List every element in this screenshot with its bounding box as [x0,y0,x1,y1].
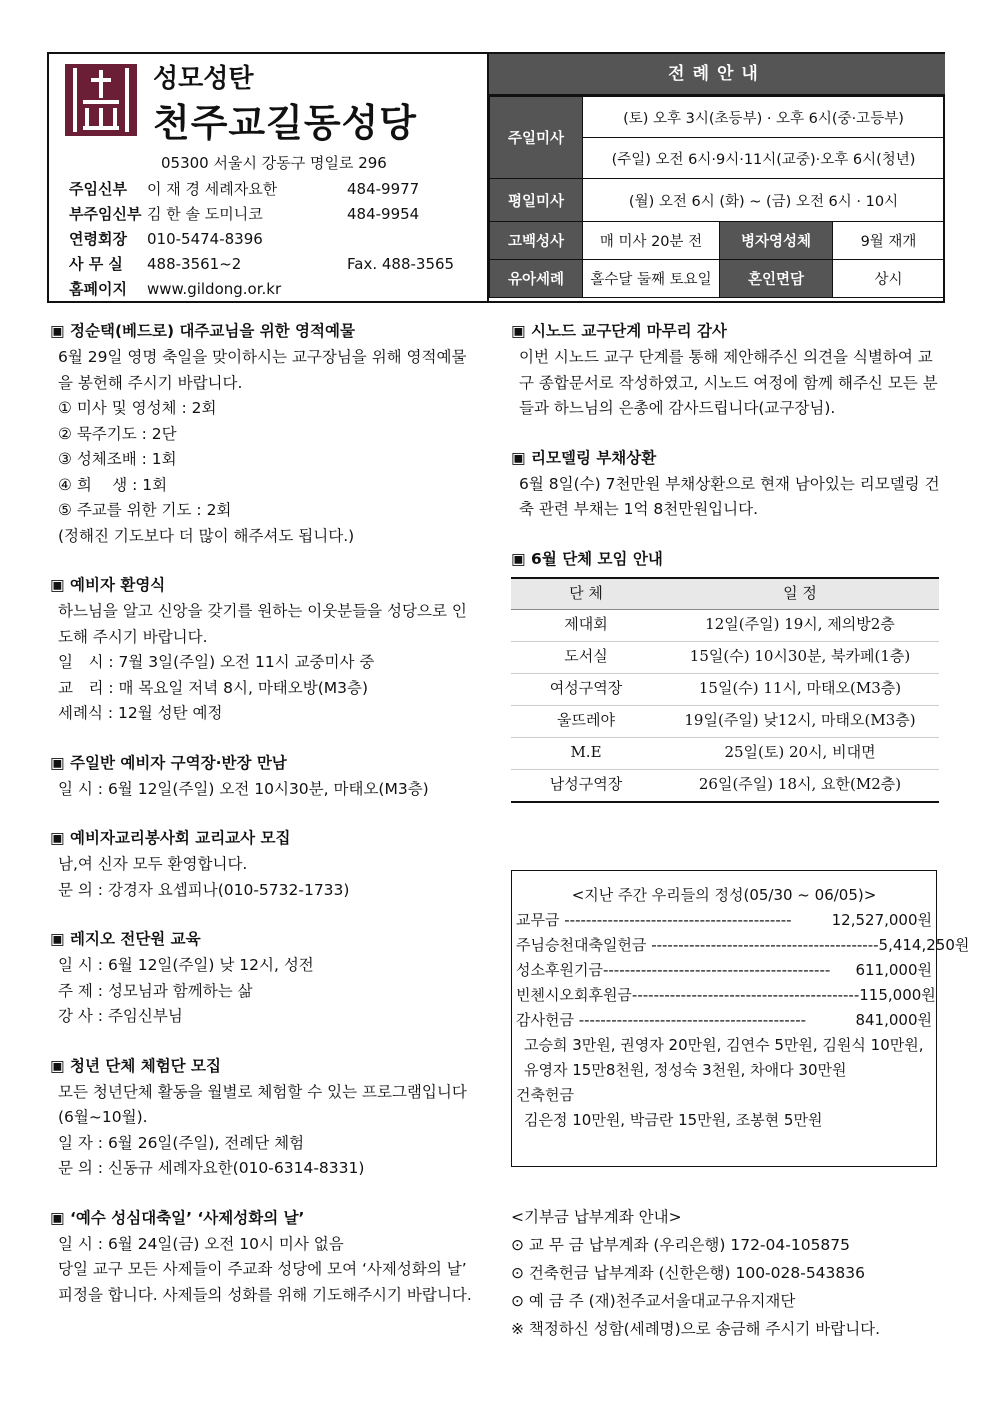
parish-logo [65,64,137,136]
group-name: 도서실 [511,641,661,673]
list-item: 일 시 : 6월 12일(주일) 낮 12시, 성전 [58,956,314,974]
notice-youth-experience [50,1053,480,1182]
notice-title: ▣ ‘예수 성심대축일’ ‘사제성화의 날’ [50,1208,305,1227]
staff-row: 사 무 실 488-3561~2 Fax. 488-3565 [69,255,455,273]
list-item: 주 제 : 성모님과 함께하는 삶 [58,981,253,1000]
left-column [50,318,480,1331]
staff-row: 연령회장 010-5474-8396 [69,230,263,248]
parish-feast-name: 성모성탄 [153,64,254,94]
account-line: ⊙ 예 금 주 (재)천주교서울대교구유지재단 [511,1292,796,1310]
group-meeting-table [511,577,939,803]
notice-body: 6월 8일(수) 7천만원 부채상환으로 현재 남아있는 리모델링 건축 관련 부채는 1억 8천만원입니다. [519,474,940,518]
homepage-row: 홈페이지 www.gildong.or.kr [69,278,347,299]
list-item: 문 의 : 강경자 요셉피나(010-5732-1733) [58,880,350,899]
table-row [511,705,939,737]
building-donor-list: 김은정 10만원, 박금란 15만원, 조봉현 5만원 [524,1111,823,1129]
offering-box [511,870,970,1167]
notice-title: ▣ 정순택(베드로) 대주교님을 위한 영적예물 [50,322,355,340]
group-name: 여성구역장 [511,673,661,705]
list-item: ① 미사 및 영성체 : 2회 [58,399,217,417]
notice-title: ▣ 청년 단체 체험단 모집 [50,1056,221,1075]
homepage-link[interactable]: www.gildong.or.kr [147,280,282,298]
notice-title: ▣ 6월 단체 모임 안내 [511,549,663,568]
staff-row: 부주임신부 김 한 솔 도미니코 484-9954 [69,205,420,223]
marriage-interview: 상시 [833,260,945,298]
notice-title: ▣ 리모델링 부채상환 [511,448,657,467]
notice-group-meetings [511,546,941,803]
table-row [511,769,939,802]
group-schedule: 19일(주일) 낮12시, 마태오(M3층) [661,705,939,737]
list-item: ④ 희 생 : 1회 [58,475,168,494]
infant-baptism-label: 유아세례 [490,260,583,298]
bulletin-header [47,52,945,303]
notice-catechumen-welcome [50,572,480,727]
list-item: 일 시 : 7월 3일(주일) 오전 11시 교중미사 중 [58,653,375,671]
account-line: ⊙ 교 무 금 납부계좌 (우리은행) 172-04-105875 [511,1236,851,1254]
notice-body: 하느님을 알고 신앙을 갖기를 원하는 이웃분들을 성당으로 인도해 주시기 바랍니다. [58,602,467,646]
notice-title: ▣ 주일반 예비자 구역장·반장 만남 [50,753,287,772]
notice-title: ▣ 예비자 환영식 [50,576,166,594]
notice-legio-education [50,926,480,1030]
group-name: 남성구역장 [511,769,661,802]
weekday-mass: (월) 오전 6시 (화) ~ (금) 오전 6시 · 10시 [583,179,945,222]
offering-row: 감사헌금 ------------------------------------------ 841,000원 [516,1011,932,1029]
schedule-title: 전례안내 [489,54,945,96]
list-item: 교 리 : 매 목요일 저녁 8시, 마태오방(M3층) [58,678,369,697]
liturgy-schedule [487,54,945,301]
notice-catechist-recruit [50,825,480,903]
notice-synod-thanks [511,318,941,422]
sick-communion-label: 병자영성체 [720,222,833,260]
group-schedule: 25일(토) 20시, 비대면 [661,737,939,769]
list-item: ② 묵주기도 : 2단 [58,424,177,443]
list-item: ③ 성체조배 : 1회 [58,450,177,468]
table-row [511,737,939,769]
infant-baptism: 홀수달 둘째 토요일 [583,260,720,298]
right-column [511,318,941,826]
list-item: ⑤ 주교를 위한 기도 : 2회 [58,501,232,519]
notice-spiritual-bouquet [50,318,480,549]
list-item: 남,여 신자 모두 환영합니다. [58,855,248,873]
group-schedule: 12일(주일) 19시, 제의방2층 [661,609,939,641]
notice-sunday-catechumen-meeting [50,750,480,803]
table-row [511,673,939,705]
offering-row: 주님승천대축일헌금 ------------------------------------------ 5,414,250원 [516,936,970,954]
notice-body: 이번 시노드 교구 단계를 통해 제안해주신 의견을 식별하여 교구 종합문서로 작성하였고, 시노드 여정에 함께 해주신 모든 분들과 하느님의 은총에 감사드립니다(교구장님). [519,348,938,417]
list-item: 강 사 : 주임신부님 [58,1007,183,1025]
sunday-mass-label: 주일미사 [490,97,583,179]
list-item: 문 의 : 신동규 세례자요한(010-6314-8331) [58,1159,365,1177]
confession-label: 고백성사 [490,222,583,260]
weekday-mass-label: 평일미사 [490,179,583,222]
account-note: ※ 책정하신 성함(세례명)으로 송금해 주시기 바랍니다. [511,1320,881,1338]
table-row [511,641,939,673]
offering-row: 성소후원기금------------------------------------------ 611,000원 [516,961,932,979]
group-schedule: 15일(수) 10시30분, 북카페(1층) [661,641,939,673]
offering-title: <지난 주간 우리들의 정성(05/30 ~ 06/05)> [571,886,877,904]
notice-body: 모든 청년단체 활동을 월별로 체험할 수 있는 프로그램입니다(6월~10월). [58,1082,467,1126]
accounts-title: <기부금 납부계좌 안내> [511,1208,682,1226]
notice-body: 6월 29일 영명 축일을 맞이하시는 교구장님을 위해 영적예물을 봉헌해 주시기 바랍니다. [58,348,467,392]
sick-communion: 9월 재개 [833,222,945,260]
column-header: 일 정 [661,578,939,610]
list-item: 일 자 : 6월 26일(주일), 전례단 체험 [58,1133,305,1152]
donation-accounts [511,1203,941,1343]
list-item: (정해진 기도보다 더 많이 해주셔도 됩니다.) [58,526,355,545]
group-schedule: 26일(주일) 18시, 요한(M2층) [661,769,939,802]
notice-body: 당일 교구 모든 사제들이 주교좌 성당에 모여 ‘사제성화의 날’ 피정을 합니다. 사제들의 성화를 위해 기도해주시기 바랍니다. [58,1260,472,1304]
offering-row: 빈첸시오회후원금------------------------------------------ 115,000원 [516,986,936,1004]
notice-sacred-heart [50,1205,480,1309]
group-schedule: 15일(수) 11시, 마태오(M3층) [661,673,939,705]
account-line: ⊙ 건축헌금 납부계좌 (신한은행) 100-028-543836 [511,1264,865,1282]
notice-title: ▣ 시노드 교구단계 마무리 감사 [511,322,727,340]
building-fund-label: 건축헌금 [516,1086,574,1104]
group-name: 제대회 [511,609,661,641]
list-item: 일 시 : 6월 12일(주일) 오전 10시30분, 마태오(M3층) [58,779,429,798]
group-name: M.E [511,737,661,769]
table-row [511,609,939,641]
notice-debt-repayment [511,445,941,523]
sunday-mass-saturday: (토) 오후 3시(초등부) · 오후 6시(중·고등부) [583,97,945,138]
list-item: 일 시 : 6월 24일(금) 오전 10시 미사 없음 [58,1234,344,1253]
notice-title: ▣ 레지오 전단원 교육 [50,930,201,948]
parish-name: 천주교길동성당 [153,101,417,145]
sunday-mass-sunday: (주일) 오전 6시·9시·11시(교중)·오후 6시(청년) [583,138,945,179]
notice-title: ▣ 예비자교리봉사회 교리교사 모집 [50,829,291,847]
parish-address: 05300 서울시 강동구 명일로 296 [161,154,387,172]
staff-row: 주임신부 이 재 경 세례자요한 484-9977 [69,180,420,198]
list-item: 세례식 : 12월 성탄 예정 [58,704,223,722]
group-name: 울뜨레야 [511,705,661,737]
marriage-label: 혼인면담 [720,260,833,298]
offering-row: 교무금 ------------------------------------------ 12,527,000원 [516,911,932,929]
column-header: 단 체 [511,578,661,610]
thanks-donor-list: 고승희 3만원, 권영자 20만원, 김연수 5만원, 김원식 10만원, 유영자 15만8천원, 정성숙 3천원, 차애다 30만원 [524,1036,924,1079]
confession-time: 매 미사 20분 전 [583,222,720,260]
